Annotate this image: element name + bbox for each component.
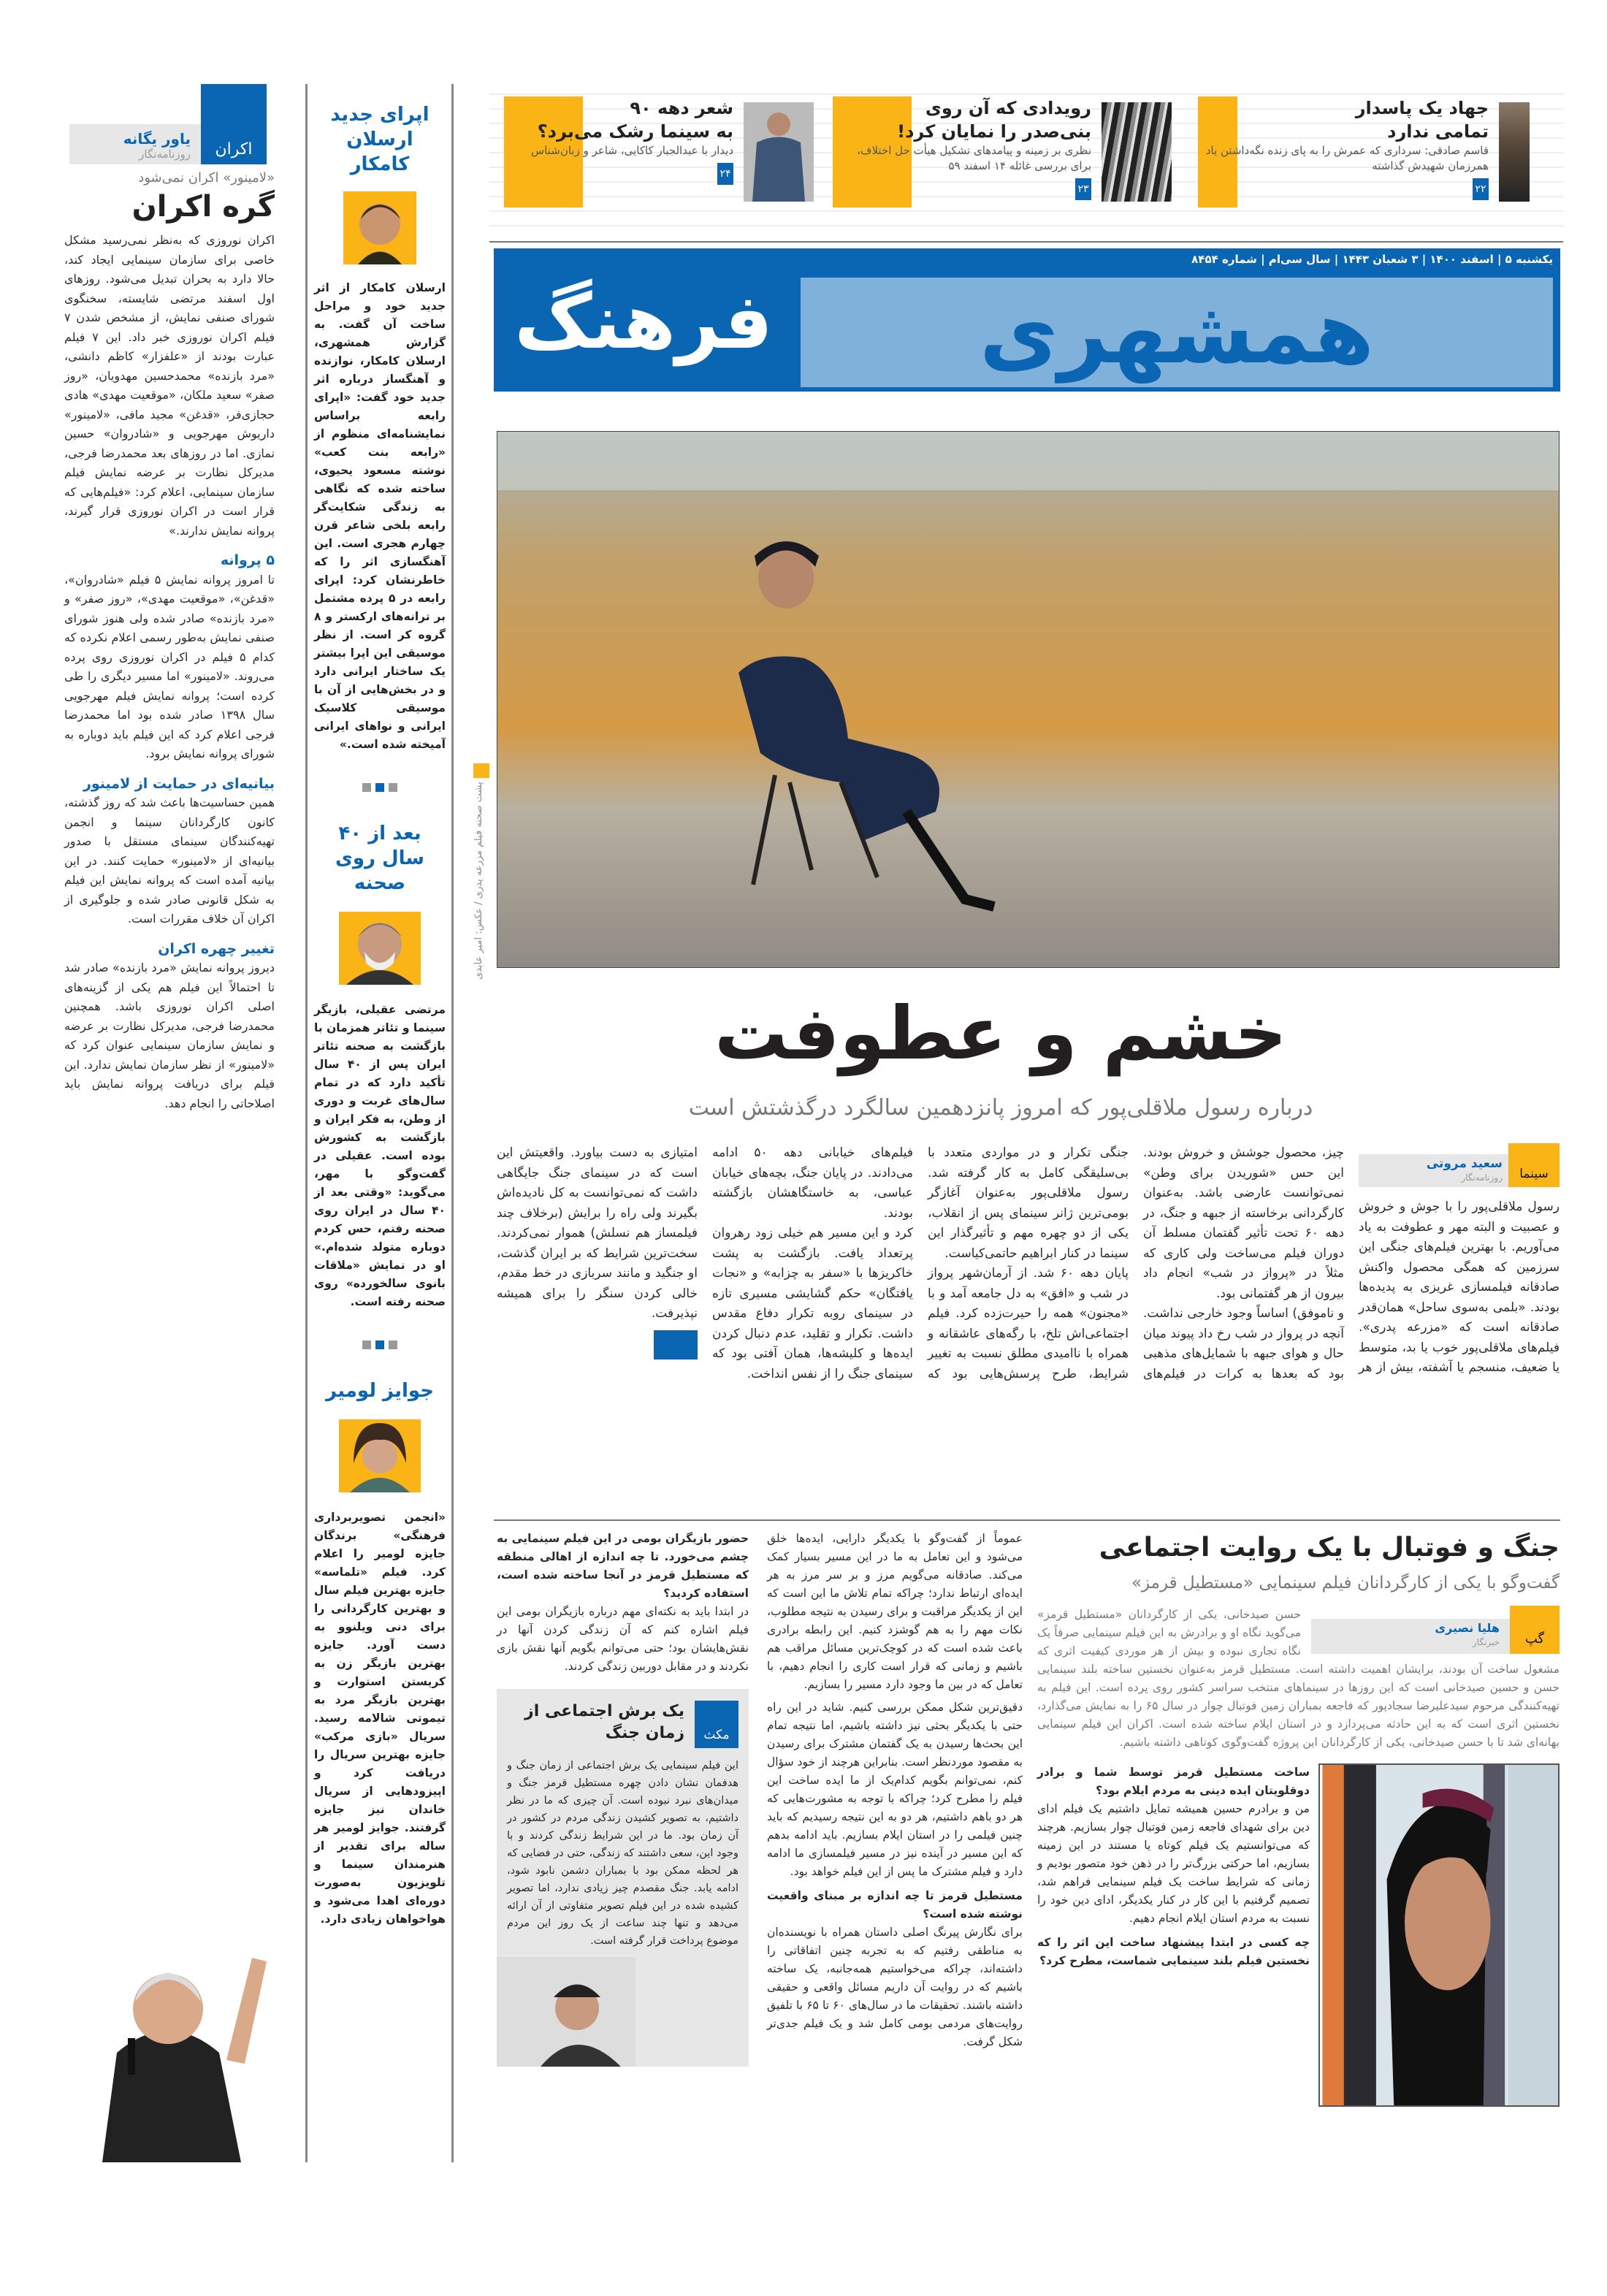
- interview-right-block: [1037, 1606, 1560, 2107]
- photo-caption: پشت صحنه فیلم مزرعه پدری / عکس: امیر عابدی: [473, 782, 484, 980]
- answer: عموماً از گفت‌وگو با یکدیگر دارایی، ایده‌ها خلق می‌شود و این تعامل به ما در این مسیر بسیار کمک می‌کند. صادقانه می‌گویم مرز و بر سر مرز به هر ایده‌ای ارتباط ندارد؛ چراکه تمام تلاش ما این است که این از یکدیگر مراقبت و برای رسیدن به نتیجه مطلوب، نکات مهم را به هم گوشزد کنیم. این رابطه برادری باعث شده است که در کوچک‌ترین مسائل مراقب هم باشیم و زمانی که قرار است کاری را انجام دهیم، با تعامل که در بین ما وجود دارد مسیر را بسازیم.: [767, 1532, 1023, 1691]
- brief-item: [314, 1340, 446, 1929]
- teaser-title: بنی‌صدر را نمایان کرد!: [897, 121, 1091, 142]
- sidebar-kicker: مکث: [695, 1701, 738, 1748]
- teaser-desc: قاسم صادقی: سرداری که عمرش را به پای زنده نگه‌داشتن یاد همرزمان شهیدش گذاشته: [1205, 144, 1489, 172]
- page-number: ۲۲: [1473, 178, 1489, 200]
- question: چه کسی در ابتدا پیشنهاد ساخت این اثر را که نخستین فیلم بلند سینمایی شماست، مطرح کرد؟: [1037, 1936, 1310, 1967]
- teaser-item[interactable]: [504, 96, 818, 207]
- rule: [489, 241, 1563, 243]
- interview-subhead: گفت‌وگو با یکی از کارگردانان فیلم سینمایی «مستطیل قرمز»: [1131, 1574, 1560, 1593]
- sidebar-body: این فیلم سینمایی یک برش اجتماعی از زمان جنگ و هدفمان نشان دادن چهره مستطیل قرمز جنگ و میدان‌های نبرد نبوده است. آن چیزی که ما در نظر داشتیم، به تصویر کشیدن زندگی مردم در کشور در آن زمان بود. ما در این شرایط زندگی کردند و با وجود این، سعی داشتند که زندگی، حتی در فضایی که هر لحظه ممکن بود با بمباران دشمن نابود شود، ادامه یابد. جنگ مقصدم چیز زیادی ندارد، اما تصویر کشیده شده در این فیلم تصویر متفاوتی از آن ارائه می‌دهد و تنها چند ساعت از یک روز این مردم موضوع پرداخت قرار گرفته است.: [507, 1760, 738, 1947]
- aghili-portrait: [339, 912, 421, 985]
- main-article-columns: [497, 1143, 1560, 1384]
- subhead: ۵ پروانه: [220, 552, 275, 568]
- article-column: پایان دهه ۶۰ شد. از آرمان‌شهر پرواز در شب و «افق» به دل جامعه آمد و با «مجنون» همه را حیرت‌زده کرد. فیلم اجتماعی‌اش تلخ، با رگه‌های عاشقانه و همراه با ناامیدی مطلق نسبت به تغییر شرایط، طرح پرسش‌هایی بود که فیلم‌های خیابانی دهه ۵۰ ادامه می‌دادند. در پایان جنگ، بچه‌های خیابان عباسی، به خاستگاهشان بازگشته بودند.: [712, 1145, 1129, 1381]
- teaser-title: جهاد یک پاسدار: [1355, 98, 1489, 118]
- interview-column-2: [767, 1530, 1023, 2051]
- article-column: و ناموفق) اساساً وجود خارجی نداشت. آنچه در پرواز در شب رخ داد پیوند میان حال و هوای جبهه با شمایل‌های مذهبی بود که بعدها به کرات در فیلم‌های جنگی تکرار و در مواردی متعدد با بی‌سلیقگی کامل به کار گرفته شد. رسول ملاقلی‌پور به‌عنوان آغازگر بومی‌ترین ژانر سینمای پس از انقلاب، یکی از دو چهره مهم و تأثیرگذار این سینما در کنار ابراهیم حاتمی‌کیاست.: [928, 1145, 1344, 1381]
- answer: دقیق‌ترین شکل ممکن بررسی کنیم. شاید در این راه حتی با یکدیگر بحثی نیز داشته باشیم، اما نتیجه تمام این بحث‌ها رسیدن به یک گفتمان مشترک برای رسیدن به مقصود موردنظر است. بنابراین هرچند از خود سؤال کنم، نمی‌توانم بگویم کدام‌یک از ما ایده ساخت این فیلم را مطرح کرد؛ چراکه با توجه به مشورت‌هایی که هر دو باهم داشتیم، هر دو به این نتیجه رسیدیم که باید چنین فیلمی را در استان ایلام بسازیم. باید ادامه بدهم که این مسیر در آینده نیز در مسیر فیلمسازی ما ادامه دارد و فیلم مشترک ما پس از این فیلم خواهد بود.: [767, 1701, 1023, 1878]
- masthead-section: فرهنگ: [514, 277, 773, 366]
- left-article-header: [69, 84, 267, 164]
- interview-headline: جنگ و فوتبال با یک روایت اجتماعی: [1099, 1533, 1560, 1563]
- intro-text: حسن صیدخانی، یکی از کارگردانان «مستطیل قرمز» می‌گوید نگاه او و برادرش به این فیلم سینمایی صرفاً یک نگاه تجاری نبوده و بیش از هر موردی کیفیت اثری که مشغول ساخت آن بودند، برایشان اهمیت داشته است. مستطیل قرمز به‌عنوان نخستین ساخته بلند سینمایی حسن و حسین صیدخانی است که این روزها در سینماهای منتخب سراسر کشور روی پرده است. این فیلم به تهیه‌کنندگی مرحوم سیدعلیرضا سجادپور که فاجعه بمباران زمین فوتبال چوار در سال ۶۵ را به نمایش می‌گذارد، نخستین اثری است که به این حادثه می‌پردازد و در استان ایلام ساخته شده است. اکران این فیلم سینمایی بهانه‌ای شد تا با حسن صیدخانی، یکی از کارگردانان این پروژه گفت‌وگوی کوتاهی داشته باشیم.: [1037, 1608, 1560, 1749]
- kamkar-portrait: [343, 191, 416, 264]
- teaser-title: به سینما رشک می‌برد؟: [537, 121, 733, 142]
- subhead: بیانیه‌ای در حمایت از لامینور: [83, 775, 275, 792]
- main-byline: [1359, 1143, 1560, 1187]
- interview-column-1: [1037, 1763, 1310, 2107]
- interview-column-3: [497, 1530, 749, 1676]
- masthead-brand: همشهری: [801, 278, 1553, 387]
- sidebar-photo: [497, 1957, 635, 2067]
- page-number: ۲۳: [1075, 178, 1091, 200]
- teaser-title: شعر دهه ۹۰: [630, 98, 733, 118]
- answer: برای نگارش پیرنگ اصلی داستان همراه با نویسنده‌ان به مناطقی رفتیم که به تجربه چنین اتفاقاتی را داشته‌اند، چراکه می‌خواستیم همه‌جانبه، یک ساخته باشیم که در روایت آن داریم مسائل واقعی و حقیقی داشته باشند. تحقیقات ما در سال‌های ۶۰ تا ۶۵ با تلفیق روایت‌های مردمی بومی کامل شد و یک فیلم جدی‌تر شکل گرفت.: [767, 1926, 1023, 2048]
- teaser-desc: دیدار با عبدالجبار کاکایی، شاعر و زبان‌شناس: [530, 144, 733, 157]
- author-role: روزنامه‌نگار: [1461, 1172, 1503, 1183]
- teaser-photo: [744, 102, 814, 202]
- author-name: سعید مروتی: [1426, 1156, 1503, 1171]
- separator-dots: [314, 1340, 446, 1349]
- brief-body: «انجمن تصویربرداری فرهنگی» برندگان جایزه لومیر را اعلام کرد. فیلم «تلماسه» جایزه بهترین فیلم سال و بهترین کارگردانی را برای دنی ویلنوو به دست آورد. جایزه بهترین بازیگر زن به کریستن استوارت و بهترین بازیگر مرد به تیموتی شالامه رسید. سریال «بازی مرکب» جایزه بهترین سریال را دریافت کرد و اپیزودهایی از سریال خاندان نیز جایزه گرفتند. جوایز لومیر هر ساله برای تقدیر از هنرمندان سینما و تلویزیون به‌صورت دوره‌ای اهدا می‌شود و هواخواهان زیادی دارد.: [314, 1511, 446, 1926]
- interview-intro: [1037, 1606, 1560, 1752]
- byline-box: [69, 124, 201, 164]
- author-name: یاور یگانه: [123, 130, 191, 148]
- author-role: روزنامه‌نگار: [139, 148, 191, 161]
- brief-item: [314, 783, 446, 1311]
- column-divider: [305, 84, 308, 2162]
- end-mark: [654, 1330, 698, 1359]
- author-name: هلیا نصیری: [1435, 1621, 1500, 1635]
- brief-body: مرتضی عقیلی، بازیگر سینما و تئاتر همزمان با بازگشت به صحنه تئاتر ایران پس از ۴۰ سال تأکید دارد که در تمام سال‌های غربت و دوری از وطن، به فکر ایران و بازگشت به کشورش بوده است. عقیلی در گفت‌وگو با مهر، می‌گوید: «وقتی بعد از ۴۰ سال در ایران روی صحنه رفتم، حس کردم دوباره متولد شده‌ام.» او در نمایش «ملاقات بانوی سالخورده» روی صحنه رفته است.: [314, 1003, 446, 1308]
- left-article-body: [64, 231, 275, 1113]
- teaser-photo: [1102, 102, 1172, 202]
- section-kicker: گپ: [1510, 1606, 1560, 1654]
- brief-title: اپرای جدید ارسلان کامکار: [330, 104, 430, 175]
- article-column: امتیازی به دست بیاورد. واقعیتش این است که در سینمای جنگ جایگاهی داشت که نمی‌توانست به کل نادیده‌اش بگیرند ولی راه را برایش (برخلاف چند فیلمساز هم نسلش) هموار نمی‌کردند. سخت‌ترین شرایط که بر ایران گذشت، او جنگید و مانند سربازی در خط مقدم، خالی کردن سنگر را برای همیشه نپذیرفت.: [497, 1145, 698, 1321]
- interview-byline: [1311, 1606, 1560, 1654]
- brief-body: ارسلان کامکار از اثر جدید خود و مراحل ساخت آن گفت. به گزارش همشهری، ارسلان کامکار، نوازنده و آهنگساز درباره اثر جدید خود گفت: «اپرای رابعه براساس نمایشنامه‌ای منظوم از «رابعه بنت کعب» نوشته مسعود یحیوی، ساخته شده که نگاهی به زندگی شکایت‌گر رابعه بلخی شاعر قرن چهارم هجری است. این آهنگسازی اثر را که خاطرنشان کرد: اپرای رابعه در ۵ پرده مشتمل بر ترانه‌های ارکستر و ۸ گروه کر است. از نظر موسیقی این اپرا بیشتر یک ساختار ایرانی دارد و در بخش‌هایی از آن با موسیقی کلاسیک ایرانی و نواهای ایرانی آمیخته شده است.»: [314, 281, 446, 751]
- main-headline: خشم و عطوفت: [714, 991, 1287, 1076]
- page-number: ۲۴: [717, 163, 733, 185]
- main-photo: [497, 431, 1560, 968]
- question: ساخت مستطیل قرمز توسط شما و برادر دوقلویتان ایده دینی به مردم ایلام بود؟: [1037, 1766, 1310, 1797]
- answer: من و برادرم حسین همیشه تمایل داشتیم یک فیلم ادای دین برای شهدای فاجعه زمین فوتبال چوار بسازیم. هرچند که می‌توانستیم یک فیلم کوتاه یا مستند در این زمینه بسازیم، اما حرکتی بزرگ‌تر را در ذهن خود متصور بودیم و زمانی که شرایط ساخت یک فیلم سینمایی فراهم شد، تصمیم گرفتیم با این کار در کنار یکدیگر، ادای دین خود را نسبت به مردم استان ایلام انجام دهیم.: [1037, 1802, 1310, 1925]
- left-article: [64, 84, 275, 1113]
- brief-title: بعد از ۴۰ سال روی صحنه: [335, 823, 424, 894]
- question: حضور بازیگران بومی در این فیلم سینمایی به چشم می‌خورد. تا چه اندازه از اهالی منطقه که مستطیل قرمز در آنجا ساخته شده است، استفاده کردید؟: [496, 1532, 749, 1600]
- separator-dots: [314, 783, 446, 792]
- overline: «لامینور» اکران نمی‌شود: [138, 170, 275, 186]
- main-subhead: درباره رسول ملاقلی‌پور که امروز پانزدهمین سالگرد درگذشتش است: [688, 1095, 1313, 1121]
- sidebar-header: [507, 1701, 738, 1748]
- article-column: کرد و این مسیر هم خیلی زود رهروان پرتعداد یافت. بازگشت به پشت خاکریزها با «سفر به چزابه» و «نجات یافتگان» حکم گشایشی مسیری تازه در سینمای روبه تکرار دفاع مقدس داشت. تکرار و تقلید، عدم دنبال کردن ایده‌ها و کلیشه‌ها، همان آفتی بود که سینمای جنگ را از نفس انداخت.: [712, 1226, 913, 1381]
- author-role: خبرنگار: [1472, 1637, 1500, 1647]
- column-divider: [451, 84, 454, 2162]
- teaser-title: رویدادی که آن روی: [925, 98, 1091, 118]
- director-photo: [58, 1870, 278, 2162]
- interview-photo-row: [1037, 1763, 1560, 2107]
- interview-left-block: [497, 1530, 749, 2067]
- question: مستطیل قرمز تا چه اندازه بر مبنای واقعیت نوشته شده است؟: [767, 1889, 1023, 1921]
- teaser-item[interactable]: [833, 96, 1176, 207]
- issue-line: یکشنبه ۵ | اسفند ۱۴۰۰ | ۳ شعبان ۱۴۴۳ | سال سی‌ام | شماره ۸۴۵۴: [1191, 253, 1553, 266]
- sidebar-box: [497, 1689, 749, 2067]
- masthead: [494, 248, 1560, 392]
- briefs-column: [314, 102, 446, 1958]
- teaser-title: تمامی ندارد: [1387, 121, 1489, 142]
- section-kicker: سینما: [1508, 1143, 1560, 1187]
- section-kicker: اکران: [201, 84, 267, 164]
- answer: در ابتدا باید به نکته‌ای مهم درباره بازیگران بومی این فیلم اشاره کنم که آن زندگی کردن آنها در نقش‌هایشان بود؛ حتی می‌توانم بگویم آنها نقش بازی نکردند و در مقابل دوربین زندگی کردند.: [497, 1605, 749, 1673]
- brief-item: [314, 102, 446, 754]
- paragraph: دیروز پروانه نمایش «مرد بازنده» صادر شد تا احتمالاً این فیلم هم یکی از گزینه‌های اصلی اکران نوروزی باشد. همچنین محمدرضا فرجی، مدیرکل نظارت بر عرضه و نمایش سازمان سینمایی عنوان کرد که «لامینور» از نظر سازمان نمایش ندارد. این فیلم برای دریافت پروانه نمایش باید اصلاحاتی را انجام دهد.: [64, 961, 275, 1110]
- brief-title: جوایز لومیر: [326, 1380, 434, 1402]
- film-still-photo: [1318, 1763, 1560, 2107]
- paragraph: همین حساسیت‌ها باعث شد که روز گذشته، کانون کارگردانان سینما و انجمن تهیه‌کنندگان سینمای مستقل با صدور بیانیه‌ای از «لامینور» حمایت کنند. در این بیانیه آمده است که پروانه نمایش این فیلم به شکل قانونی صادر شده و جلوگیری از اکران آن خلاف مقررات است.: [64, 796, 275, 926]
- lumiere-winner-portrait: [339, 1419, 421, 1492]
- subhead: تغییر چهره اکران: [158, 940, 275, 957]
- paragraph: اکران نوروزی که به‌نظر نمی‌رسید مشکل خاصی برای سازمان سینمایی ایجاد کند، حالا دارد به بحران تبدیل می‌شود. روزهای اول اسفند مرتضی شایسته، سخنگوی شورای صنفی نمایش، از مشخص شدن ۷ فیلم اکران نوروزی خبر داد. این ۷ فیلم عبارت بودند از «علفزار» کاظم دانشی، «مرد بازنده» محمدحسین مهدویان، «روز صفر» سعید ملکان، «موقعیت مهدی» هادی حجازی‌فر، «قدغن» مجید مافی، «لامینور» داریوش مهرجویی و «شادروان» حسین نمازی. اما در روزهای بعد محمدرضا فرجی، مدیرکل نظارت بر عرضه نمایش فیلم سازمان سینمایی، اعلام کرد: «فیلم‌هایی که قرار است در اکران نوروزی قرار گیرند، پروانه نمایش ندارند.»: [64, 233, 275, 538]
- rule: [494, 1519, 1560, 1521]
- sidebar-title: یک برش اجتماعی از زمان جنگ: [524, 1702, 684, 1742]
- caption-marker: [473, 763, 489, 778]
- article-column: رسول ملاقلی‌پور را با جوش و خروش و عصبیت و البته مهر و عطوفت به یاد می‌آوریم. با بهترین فیلم‌های جنگی این سرزمین که همگی محصول واکنش صادقانه فیلمسازی غریزی به پدیده‌ها بودند. «بلمی به‌سوی ساحل» همان‌قدر صادقانه است که «مزرعه پدری». فیلم‌های ملاقلی‌پور خوب یا بد، متوسط یا ضعیف، منسجم یا آشفته، بیش از هر چیز، محصول جوشش و خروش بودند. این حس «شوریدن برای وطن» نمی‌توانست عارضی باشد. به‌عنوان کارگردانی برخاسته از جبهه و جنگ، در دهه ۶۰ تحت تأثیر گفتمان مسلط آن دوران فیلم می‌ساخت ولی کاری که مثلاً در «پرواز در شب» انجام داد بیرون از هر گفتمانی بود.: [1143, 1145, 1560, 1375]
- teaser-photo: [1499, 102, 1530, 202]
- paragraph: تا امروز پروانه نمایش ۵ فیلم «شادروان»، «قدغن»، «موقعیت مهدی»، «روز صفر» و «مرد بازنده» صادر شده ولی هنوز شورای صنفی نمایش به‌طور رسمی اعلام نکرده که کدام ۵ فیلم در اکران نوروزی روی پرده می‌روند. «لامینور» اما مسیر دیگری را طی کرده است؛ پروانه نمایش فیلم مهرجویی سال ۱۳۹۸ صادر شده بود اما محمدرضا فرجی اعلام کرد که این فیلم باید دوباره به شورای پروانه نمایش برود.: [64, 572, 275, 760]
- teaser-desc: نظری بر زمینه و پیامدهای تشکیل هیأت حل اختلاف، برای بررسی غائله ۱۴ اسفند ۵۹: [857, 144, 1091, 172]
- teaser-item[interactable]: [1198, 96, 1534, 207]
- article-title: گره اکران: [131, 190, 275, 224]
